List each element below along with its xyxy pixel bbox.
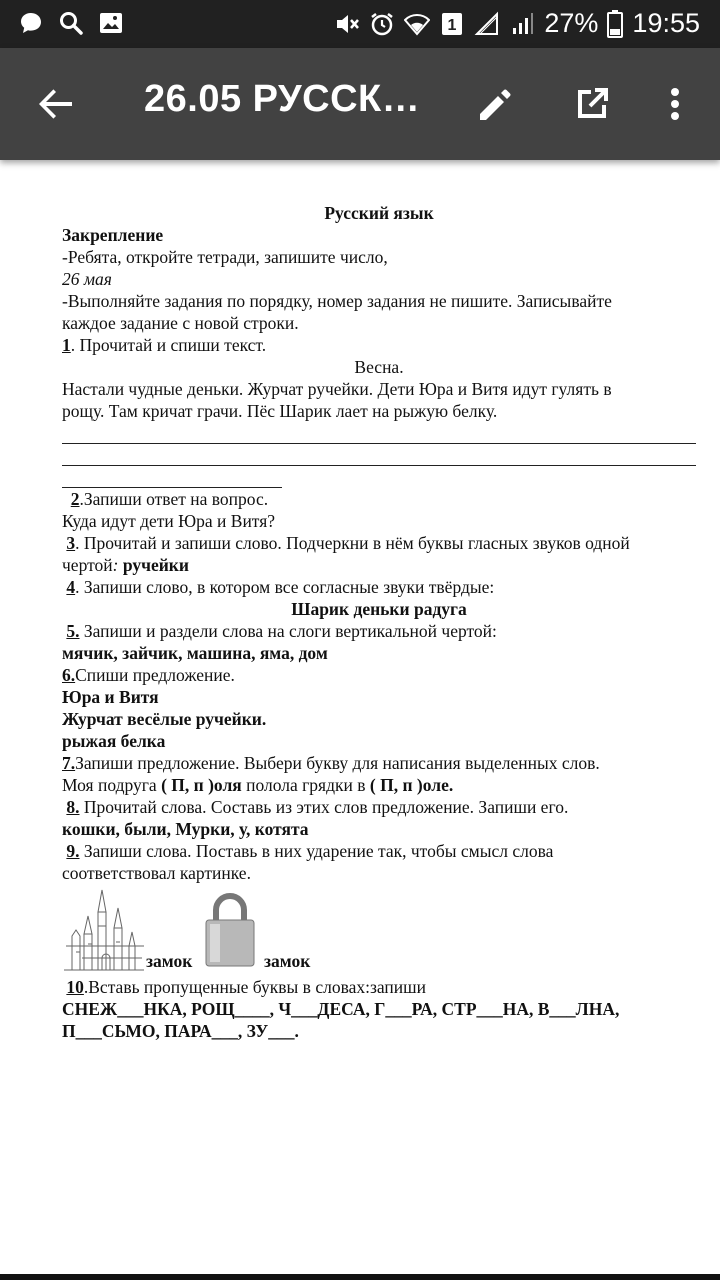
edit-pencil-icon[interactable] (474, 82, 518, 126)
task-9: 9. Запиши слова. Поставь в них ударение так, чтобы смысл слова (66, 841, 554, 861)
task-8: 8. Прочитай слова. Составь из этих слов предложение. Запиши его. (66, 797, 569, 817)
task-7: 7.Запиши предложение. Выбери букву для написания выделенных слов. (62, 753, 600, 773)
signal-bars-icon (509, 11, 535, 37)
date-line: 26 мая (62, 269, 112, 289)
instruction-line: -Выполняйте задания по порядку, номер задания не пишите. Записывайте (62, 291, 612, 311)
task-10-words: П___СЬМО, ПАРА___, ЗУ___. (62, 1021, 299, 1041)
task-1: 1. Прочитай и спиши текст. (62, 335, 267, 355)
text-title: Весна. (354, 357, 404, 377)
svg-text:1: 1 (447, 16, 457, 34)
task-8-words: кошки, были, Мурки, у, котята (62, 819, 309, 839)
section-heading: Закрепление (62, 225, 164, 245)
task-6: 6.Спиши предложение. (62, 665, 235, 685)
word-castle: замок (146, 951, 193, 971)
instruction-line: -Ребята, откройте тетради, запишите число, (62, 247, 388, 267)
task-5: 5. Запиши и раздели слова на слоги вертикальной чертой: (66, 621, 497, 641)
blank-line (62, 444, 696, 466)
search-icon (58, 10, 84, 36)
word-lock: замок (264, 951, 311, 971)
open-external-icon[interactable] (570, 82, 614, 126)
task-9-cont: соответствовал картинке. (62, 863, 251, 883)
wifi-icon (404, 11, 430, 37)
battery-icon (607, 10, 623, 38)
task-10-words: СНЕЖ___НКА, РОЩ____, Ч___ДЕСА, Г___РА, СТР___НА, В___ЛНА, (62, 999, 620, 1019)
task-2: 2.Запиши ответ на вопрос. (70, 489, 269, 509)
task-10: 10.Вставь пропущенные буквы в словах:запиши (66, 977, 426, 997)
doc-title: Русский язык (324, 203, 434, 223)
blank-line (62, 466, 282, 488)
task-7-sentence: Моя подруга ( П, п )оля полола грядки в ( П, п )оле. (62, 775, 454, 795)
instruction-line: каждое задание с новой строки. (62, 313, 299, 333)
battery-percent: 27% (544, 8, 599, 38)
mute-icon (334, 11, 360, 37)
task-4: 4. Запиши слово, в котором все согласные звуки твёрдые: (66, 577, 495, 597)
task-2-question: Куда идут дети Юра и Витя? (62, 511, 276, 531)
clock-time: 19:55 (632, 8, 700, 38)
back-arrow-icon[interactable] (36, 84, 76, 124)
blank-line (62, 422, 696, 444)
system-status (334, 8, 700, 39)
sim-icon (439, 11, 465, 37)
task-9-images (62, 884, 696, 976)
task-4-words: Шарик деньки радуга (291, 599, 467, 619)
task-3: 3. Прочитай и запиши слово. Подчеркни в нём буквы гласных звуков одной (66, 533, 630, 553)
chat-icon (18, 10, 44, 36)
task-5-words: мячик, зайчик, машина, яма, дом (62, 643, 328, 663)
task-6-line: Журчат весёлые ручейки. (62, 709, 267, 729)
padlock-icon (204, 892, 256, 968)
status-bar (0, 0, 720, 48)
text-paragraph: Настали чудные деньки. Журчат ручейки. Дети Юра и Витя идут гулять в (62, 379, 612, 399)
task-6-line: рыжая белка (62, 731, 166, 751)
alarm-icon (369, 11, 395, 37)
document-page (62, 202, 696, 1042)
document-title: 26.05 РУССК… (144, 78, 421, 120)
signal-icon (474, 11, 500, 37)
bottom-edge (0, 1274, 720, 1280)
app-toolbar (0, 48, 720, 160)
more-vert-icon[interactable] (660, 82, 690, 126)
task-6-line: Юра и Витя (62, 687, 159, 707)
image-icon (98, 10, 124, 36)
task-3-cont: чертой: ручейки (62, 555, 189, 575)
castle-icon (62, 886, 146, 972)
text-paragraph: рощу. Там кричат грачи. Пёс Шарик лает на рыжую белку. (62, 401, 498, 421)
notification-icons (18, 10, 124, 36)
